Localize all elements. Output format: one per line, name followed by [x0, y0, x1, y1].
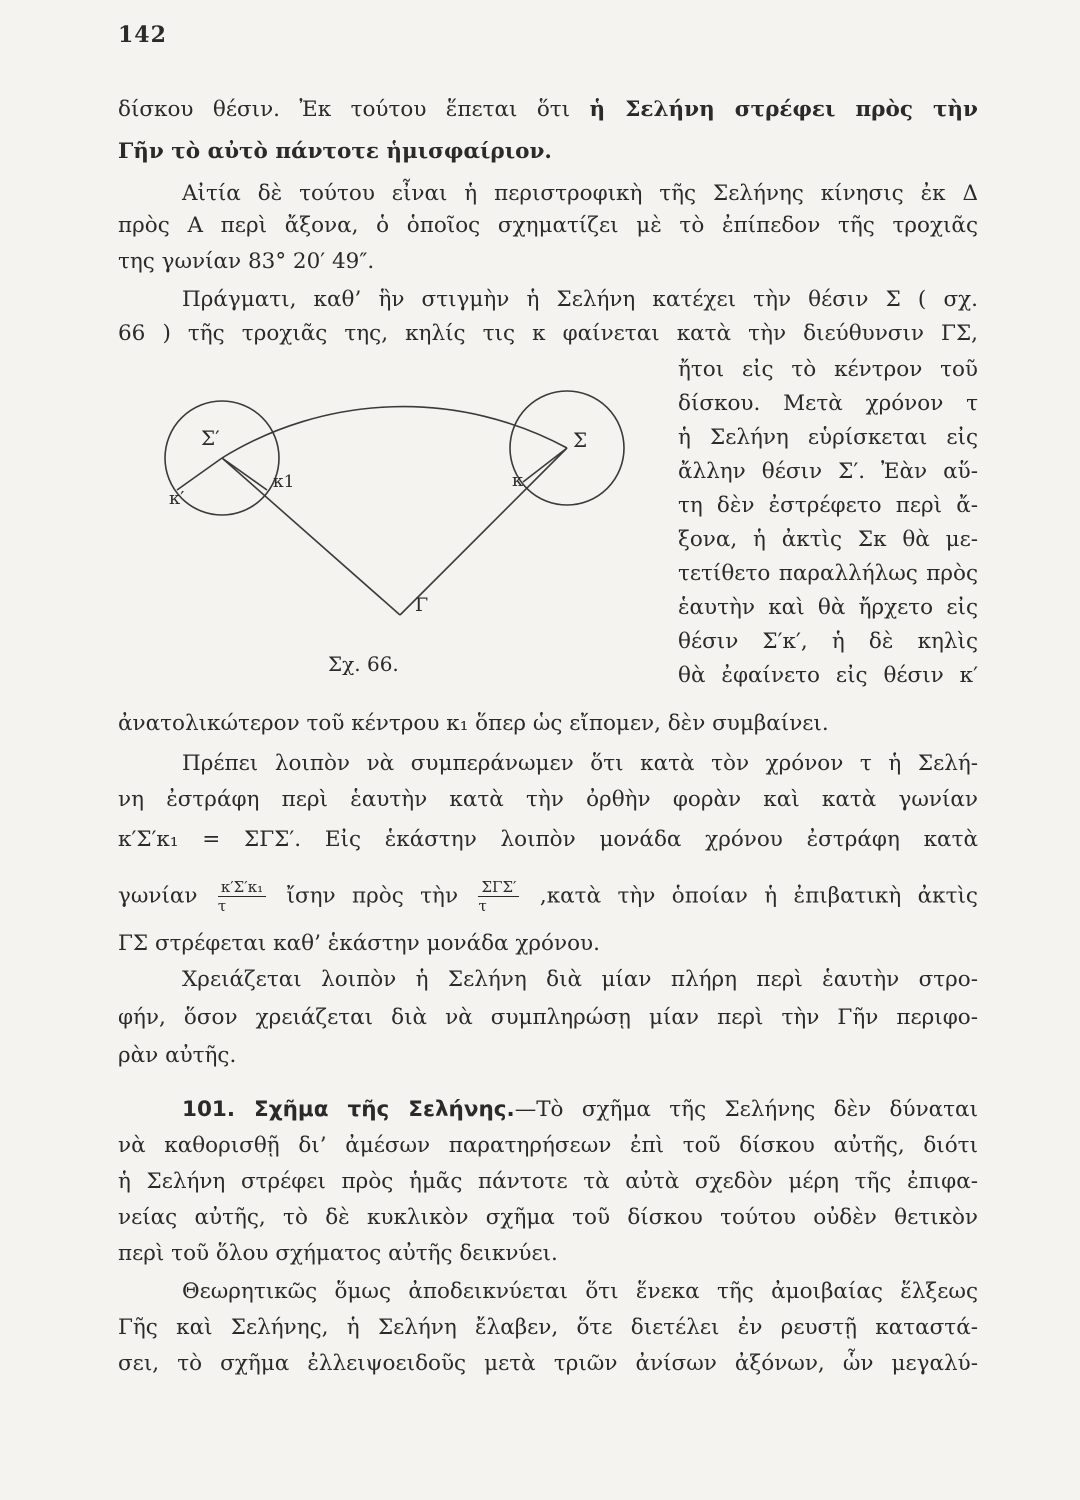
- side-text-line: ἤτοι εἰς τὸ κέντρον τοῦ: [678, 357, 978, 382]
- side-text-line: δίσκου. Μετὰ χρόνον τ: [678, 391, 978, 416]
- section-title: 101. Σχῆμα τῆς Σελήνης.: [182, 1097, 515, 1122]
- text-line: νείας αὐτῆς, τὸ δὲ κυκλικὸν σχῆμα τοῦ δίσκου τούτου οὐδὲν θετικὸν: [118, 1205, 978, 1230]
- ray-sigma-kappa: [523, 448, 567, 482]
- text-line: της γωνίαν 83° 20′ 49″.: [118, 249, 375, 274]
- text-line: Πρέπει λοιπὸν νὰ συμπεράνωμεν ὅτι κατὰ τὸν χρόνον τ ἡ Σελή-: [182, 751, 978, 776]
- text-line: Πράγματι, καθ’ ἣν στιγμὴν ἡ Σελήνη κατέχει τὴν θέσιν Σ ( σχ.: [182, 287, 978, 312]
- orbit-arc: [222, 407, 567, 458]
- text-line: Γῆς καὶ Σελήνης, ἡ Σελήνη ἔλαβεν, ὅτε διετέλει ἐν ρευστῇ καταστά-: [118, 1315, 978, 1340]
- text-line: ΓΣ στρέφεται καθ’ ἑκάστην μονάδα χρόνου.: [118, 931, 600, 956]
- side-text-line: ἑαυτὴν καὶ θὰ ἤρχετο εἰς: [678, 595, 978, 620]
- side-text-line: ἡ Σελήνη εὑρίσκεται εἰς: [678, 425, 978, 450]
- ray-sigma-prime-kappa1: [222, 458, 267, 490]
- text-line: Χρειάζεται λοιπὸν ἡ Σελήνη διὰ μίαν πλήρη περὶ ἑαυτὴν στρο-: [182, 967, 978, 992]
- side-text-line: τετίθετο παραλλήλως πρὸς: [678, 561, 978, 586]
- ray-sigma-prime-kappa-prime: [177, 458, 222, 490]
- moon-orbit-diagram: [155, 360, 665, 680]
- text-line: νὰ καθορισθῇ δι’ ἀμέσων παρατηρήσεων ἐπὶ τοῦ δίσκου αὐτῆς, διότι: [118, 1133, 978, 1158]
- label-sigma-prime: Σ′: [201, 426, 220, 450]
- radius-gamma-sigma: [400, 448, 567, 615]
- text-line: ρὰν αὐτῆς.: [118, 1043, 237, 1068]
- label-kappa-prime: κ′: [169, 488, 185, 509]
- text-line: πρὸς Α περὶ ἄξονα, ὁ ὁποῖος σχηματίζει μὲ τὸ ἐπίπεδον τῆς τροχιᾶς: [118, 213, 978, 238]
- text-line: Γῆν τὸ αὐτὸ πάντοτε ἡμισφαίριον.: [118, 139, 552, 164]
- text-line: κ′Σ′κ₁ = ΣΓΣ′. Εἰς ἑκάστην λοιπὸν μονάδα χρόνου ἐστράφη κατὰ: [118, 827, 978, 852]
- text-line: Αἰτία δὲ τούτου εἶναι ἡ περιστροφικὴ τῆς Σελήνης κίνησις ἐκ Δ: [182, 181, 978, 206]
- text-line: Θεωρητικῶς ὅμως ἀποδεικνύεται ὅτι ἕνεκα τῆς ἀμοιβαίας ἕλξεως: [182, 1279, 978, 1304]
- text-line: ἡ Σελήνη στρέφει πρὸς ἡμᾶς πάντοτε τὰ αὐτὰ σχεδὸν μέρη τῆς ἐπιφα-: [118, 1169, 978, 1194]
- side-text-line: τη δὲν ἐστρέφετο περὶ ἄ-: [678, 493, 978, 518]
- side-text-line: ἄλλην θέσιν Σ′. Ἐὰν αὕ-: [678, 459, 978, 484]
- label-kappa: κ: [512, 470, 524, 491]
- page-number: 142: [118, 22, 167, 48]
- text-line: 66 ) τῆς τροχιᾶς της, κηλίς τις κ φαίνεται κατὰ τὴν διεύθυνσιν ΓΣ,: [118, 321, 978, 346]
- label-gamma: Γ: [415, 594, 429, 616]
- radius-gamma-sigma-prime: [222, 458, 400, 615]
- label-sigma: Σ: [573, 428, 588, 452]
- section-heading-line: 101. Σχῆμα τῆς Σελήνης.—Τὸ σχῆμα τῆς Σελήνης δὲν δύναται: [182, 1097, 979, 1122]
- text-line: φήν, ὅσον χρειάζεται διὰ νὰ συμπληρώσῃ μίαν περὶ τὴν Γῆν περιφο-: [118, 1005, 978, 1030]
- text-line: ἀνατολικώτερον τοῦ κέντρου κ₁ ὅπερ ὡς εἴπομεν, δὲν συμβαίνει.: [118, 711, 829, 736]
- side-text-line: θέσιν Σ′κ′, ἡ δὲ κηλὶς: [678, 629, 978, 654]
- text-line: περὶ τοῦ ὅλου σχήματος αὐτῆς δεικνύει.: [118, 1241, 558, 1266]
- fraction-rate-1: $\frac{\text{κ′Σ′κ₁}}{\tau}$: [218, 878, 266, 915]
- side-text-line: θὰ ἐφαίνετο εἰς θέσιν κ′: [678, 663, 978, 688]
- label-kappa1: κ1: [273, 472, 295, 492]
- figure-caption: Σχ. 66.: [328, 652, 399, 676]
- side-text-line: ξονα, ἡ ἀκτὶς Σκ θὰ με-: [678, 527, 978, 552]
- formula-line: γωνίαν $\frac{\text{κ′Σ′κ₁}}{\tau}$ ἴσην πρὸς τὴν $\frac{\text{ΣΓΣ′}}{\tau}$ ,κατὰ τὴν ὁποίαν ἡ ἐπιβατικὴ ἀκτὶς: [118, 878, 978, 915]
- figure-66: [155, 360, 665, 680]
- text-line: νη ἐστράφη περὶ ἑαυτὴν κατὰ τὴν ὀρθὴν φορὰν καὶ κατὰ γωνίαν: [118, 787, 978, 812]
- text-line: δίσκου θέσιν. Ἐκ τούτου ἕπεται ὅτι ἡ Σελήνη στρέφει πρὸς τὴν: [118, 97, 978, 122]
- text-line: σει, τὸ σχῆμα ἐλλειψοειδοῦς μετὰ τριῶν ἀνίσων ἀξόνων, ὧν μεγαλύ-: [118, 1351, 978, 1376]
- fraction-rate-2: $\frac{\text{ΣΓΣ′}}{\tau}$: [478, 878, 519, 915]
